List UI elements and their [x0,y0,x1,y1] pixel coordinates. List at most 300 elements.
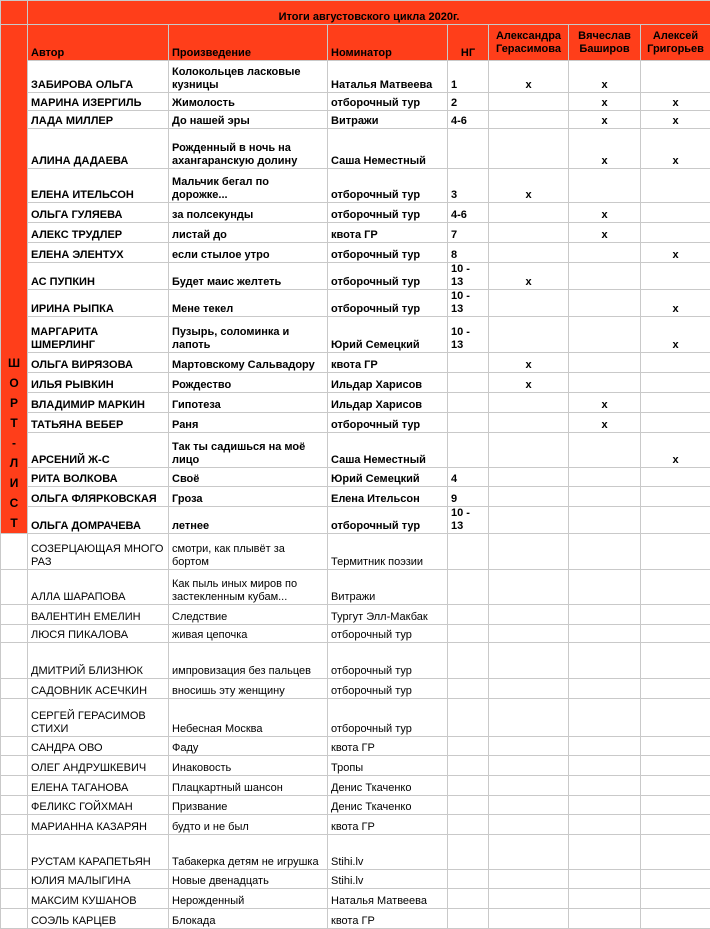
judge-3-mark [641,570,710,605]
author-cell: ЕЛЕНА ИТЕЛЬСОН [28,169,169,203]
nominator-cell: Наталья Матвеева [328,61,448,93]
judge-2-mark [569,756,641,776]
author-cell: СЕРГЕЙ ГЕРАСИМОВ СТИХИ [28,699,169,737]
work-cell: Раня [169,413,328,433]
short-list-row [1,393,710,413]
short-list-row [1,243,710,263]
header-judge-3: Алексей Григорьев [641,25,710,61]
judge-3-mark [641,487,710,507]
judge-1-mark [489,129,569,169]
judge-1-mark: x [489,61,569,93]
ng-cell [448,643,489,679]
author-cell: ОЛЕГ АНДРУШКЕВИЧ [28,756,169,776]
ng-cell: 4 [448,468,489,487]
author-cell: ОЛЬГА ДОМРАЧЕВА [28,507,169,534]
judge-3-mark: x [641,433,710,468]
judge-3-mark: x [641,290,710,317]
long-list-row [1,909,710,929]
judge-2-mark [569,835,641,870]
judge-3-mark [641,169,710,203]
judge-3-mark: x [641,317,710,353]
nominator-cell: отборочный тур [328,263,448,290]
author-cell: ФЕЛИКС ГОЙХМАН [28,796,169,815]
header-judge-2: Вячеслав Баширов [569,25,641,61]
nominator-cell: Наталья Матвеева [328,889,448,909]
judge-3-mark [641,756,710,776]
nominator-cell: отборочный тур [328,290,448,317]
nominator-cell: отборочный тур [328,203,448,223]
author-cell: САДОВНИК АСЕЧКИН [28,679,169,699]
author-cell: ТАТЬЯНА ВЕБЕР [28,413,169,433]
long-list-row [1,776,710,796]
judge-1-mark: x [489,353,569,373]
side-label-letter: Р [4,393,24,413]
work-cell: Мальчик бегал по дорожке... [169,169,328,203]
judge-2-mark [569,353,641,373]
judge-3-mark [641,835,710,870]
header-author: Автор [28,25,169,61]
work-cell: Фаду [169,737,328,756]
ng-cell [448,353,489,373]
nominator-cell: квота ГР [328,909,448,929]
nominator-cell: Юрий Семецкий [328,468,448,487]
header-ng: НГ [448,25,489,61]
judge-3-mark [641,373,710,393]
judge-2-mark [569,605,641,625]
ng-cell [448,679,489,699]
nominator-cell: Витражи [328,111,448,129]
ng-cell: 4-6 [448,203,489,223]
judge-3-mark [641,223,710,243]
judge-2-mark [569,796,641,815]
ng-cell [448,433,489,468]
judge-2-mark [569,870,641,889]
work-cell: за полсекунды [169,203,328,223]
ng-cell: 4-6 [448,111,489,129]
work-cell: смотри, как плывёт за бортом [169,534,328,570]
nominator-cell: Саша Неместный [328,129,448,169]
nominator-cell: Stihi.lv [328,870,448,889]
judge-3-mark [641,699,710,737]
judge-1-mark [489,643,569,679]
judge-1-mark [489,290,569,317]
work-cell: Табакерка детям не игрушка [169,835,328,870]
judge-2-mark [569,625,641,643]
ng-cell: 10 - 13 [448,290,489,317]
ng-cell [448,756,489,776]
author-cell: ОЛЬГА ФЛЯРКОВСКАЯ [28,487,169,507]
long-list-row [1,737,710,756]
work-cell: Колокольцев ласковые кузницы [169,61,328,93]
side-label-letter: - [4,433,24,453]
ng-cell [448,393,489,413]
judge-1-mark [489,393,569,413]
judge-2-mark [569,699,641,737]
work-cell: Нерожденный [169,889,328,909]
judge-1-mark [489,815,569,835]
judge-2-mark [569,534,641,570]
short-list-row [1,111,710,129]
header-row [1,25,710,61]
ng-cell [448,889,489,909]
nominator-cell: Юрий Семецкий [328,317,448,353]
nominator-cell: отборочный тур [328,643,448,679]
judge-1-mark [489,433,569,468]
side-label-letter: Л [4,453,24,473]
judge-3-mark [641,870,710,889]
nominator-cell: Елена Ительсон [328,487,448,507]
row-gutter-cell [1,605,28,625]
nominator-cell: квота ГР [328,353,448,373]
judge-1-mark [489,756,569,776]
judge-3-mark [641,413,710,433]
side-label-letter: Т [4,413,24,433]
work-cell: Инаковость [169,756,328,776]
author-cell: РУСТАМ КАРАПЕТЬЯН [28,835,169,870]
judge-2-mark [569,243,641,263]
judge-3-mark [641,534,710,570]
short-list-row [1,353,710,373]
author-cell: ЗАБИРОВА ОЛЬГА [28,61,169,93]
judge-1-mark [489,889,569,909]
long-list-row [1,889,710,909]
short-list-row [1,468,710,487]
judge-3-mark [641,507,710,534]
row-gutter-cell [1,737,28,756]
judge-3-mark [641,776,710,796]
judge-1-mark: x [489,169,569,203]
header-judge-1: Александра Герасимова [489,25,569,61]
author-cell: ЛАДА МИЛЛЕР [28,111,169,129]
judge-3-mark [641,203,710,223]
short-list-row [1,507,710,534]
row-gutter-cell [1,835,28,870]
work-cell: вносишь эту женщину [169,679,328,699]
author-cell: ВЛАДИМИР МАРКИН [28,393,169,413]
work-cell: Рождество [169,373,328,393]
judge-2-mark [569,290,641,317]
judge-2-mark [569,570,641,605]
judge-1-mark [489,468,569,487]
side-label-letters [4,283,24,533]
judge-2-mark [569,643,641,679]
judge-2-mark [569,909,641,929]
judge-1-mark [489,737,569,756]
judge-1-mark [489,243,569,263]
work-cell: Так ты садишься на моё лицо [169,433,328,468]
judge-2-mark [569,507,641,534]
ng-cell [448,373,489,393]
work-cell: Пузырь, соломинка и лапоть [169,317,328,353]
short-list-row [1,223,710,243]
judge-1-mark [489,835,569,870]
judge-1-mark [489,111,569,129]
author-cell: САНДРА ОВО [28,737,169,756]
author-cell: ВАЛЕНТИН ЕМЕЛИН [28,605,169,625]
row-gutter-cell [1,815,28,835]
table-body [1,1,710,929]
judge-2-mark: x [569,393,641,413]
author-cell: СОЗЕРЦАЮЩАЯ МНОГО РАЗ [28,534,169,570]
work-cell: Блокада [169,909,328,929]
judge-1-mark [489,413,569,433]
judge-2-mark: x [569,61,641,93]
judge-1-mark [489,796,569,815]
nominator-cell: Денис Ткаченко [328,796,448,815]
row-gutter-cell [1,796,28,815]
author-cell: АЛЕКС ТРУДЛЕР [28,223,169,243]
author-cell: ЮЛИЯ МАЛЫГИНА [28,870,169,889]
nominator-cell: квота ГР [328,815,448,835]
long-list-row [1,796,710,815]
ng-cell: 2 [448,93,489,111]
work-cell: Как пыль иных миров по застекленным кубам... [169,570,328,605]
side-label-letter: О [4,373,24,393]
long-list-row [1,643,710,679]
judge-1-mark: x [489,263,569,290]
ng-cell [448,534,489,570]
long-list-row [1,679,710,699]
side-label-letter: Т [4,513,24,533]
short-list-row [1,290,710,317]
judge-1-mark [489,223,569,243]
ng-cell: 10 - 13 [448,263,489,290]
nominator-cell: Тургут Элл-Макбак [328,605,448,625]
author-cell: АС ПУПКИН [28,263,169,290]
work-cell: Призвание [169,796,328,815]
judge-2-mark [569,815,641,835]
short-list-row [1,263,710,290]
judge-2-mark: x [569,223,641,243]
judge-2-mark [569,468,641,487]
work-cell: Жимолость [169,93,328,111]
short-list-row [1,317,710,353]
ng-cell [448,413,489,433]
title-row [1,1,710,25]
judge-2-mark [569,373,641,393]
row-gutter-cell [1,889,28,909]
judge-2-mark: x [569,203,641,223]
header-work: Произведение [169,25,328,61]
nominator-cell: Саша Неместный [328,433,448,468]
nominator-cell: отборочный тур [328,413,448,433]
judge-3-mark [641,815,710,835]
ng-cell [448,699,489,737]
side-label-letter: Ш [4,353,24,373]
ng-cell [448,815,489,835]
ng-cell [448,625,489,643]
side-label-letter: И [4,473,24,493]
author-cell: МАКСИМ КУШАНОВ [28,889,169,909]
long-list-row [1,605,710,625]
judge-2-mark [569,263,641,290]
judge-1-mark [489,605,569,625]
work-cell: будто и не был [169,815,328,835]
author-cell: МАРИНА ИЗЕРГИЛЬ [28,93,169,111]
long-list-row [1,815,710,835]
long-list-row [1,870,710,889]
author-cell: АЛЛА ШАРАПОВА [28,570,169,605]
nominator-cell: отборочный тур [328,699,448,737]
ng-cell [448,870,489,889]
ng-cell [448,909,489,929]
row-gutter-cell [1,570,28,605]
judge-3-mark: x [641,129,710,169]
table-title: Итоги августовского цикла 2020г. [28,1,710,25]
author-cell: АРСЕНИЙ Ж-С [28,433,169,468]
work-cell: До нашей эры [169,111,328,129]
ng-cell: 1 [448,61,489,93]
author-cell: СОЭЛЬ КАРЦЕВ [28,909,169,929]
long-list-row [1,756,710,776]
title-left-fill [1,1,28,25]
judge-1-mark: x [489,373,569,393]
judge-3-mark [641,643,710,679]
judge-2-mark [569,433,641,468]
ng-cell [448,605,489,625]
author-cell: МАРГАРИТА ШМЕРЛИНГ [28,317,169,353]
ng-cell: 7 [448,223,489,243]
ng-cell: 8 [448,243,489,263]
judge-1-mark [489,317,569,353]
judge-3-mark [641,625,710,643]
judge-1-mark [489,534,569,570]
judge-1-mark [489,203,569,223]
author-cell: ЛЮСЯ ПИКАЛОВА [28,625,169,643]
work-cell: импровизация без пальцев [169,643,328,679]
row-gutter-cell [1,534,28,570]
author-cell: МАРИАННА КАЗАРЯН [28,815,169,835]
ng-cell: 10 - 13 [448,507,489,534]
nominator-cell: Ильдар Харисов [328,393,448,413]
nominator-cell: отборочный тур [328,169,448,203]
judge-2-mark [569,776,641,796]
judge-3-mark: x [641,243,710,263]
nominator-cell: отборочный тур [328,243,448,263]
nominator-cell: отборочный тур [328,93,448,111]
work-cell: если стылое утро [169,243,328,263]
work-cell: листай до [169,223,328,243]
judge-1-mark [489,699,569,737]
short-list-row [1,169,710,203]
header-nominator: Номинатор [328,25,448,61]
author-cell: ИЛЬЯ РЫВКИН [28,373,169,393]
ng-cell: 9 [448,487,489,507]
nominator-cell: Ильдар Харисов [328,373,448,393]
nominator-cell: квота ГР [328,737,448,756]
work-cell: живая цепочка [169,625,328,643]
nominator-cell: отборочный тур [328,507,448,534]
row-gutter-cell [1,870,28,889]
long-list-row [1,625,710,643]
judge-2-mark: x [569,129,641,169]
short-list-row [1,129,710,169]
side-label-letter: С [4,493,24,513]
work-cell: Небесная Москва [169,699,328,737]
work-cell: Новые двенадцать [169,870,328,889]
work-cell: Гроза [169,487,328,507]
judge-3-mark [641,889,710,909]
judge-3-mark [641,605,710,625]
work-cell: Мене текел [169,290,328,317]
ng-cell [448,737,489,756]
nominator-cell: Термитник поэзии [328,534,448,570]
short-list-row [1,61,710,93]
judge-3-mark [641,796,710,815]
ng-cell [448,835,489,870]
ng-cell [448,129,489,169]
work-cell: Гипотеза [169,393,328,413]
author-cell: ЕЛЕНА ЭЛЕНТУХ [28,243,169,263]
judge-1-mark [489,679,569,699]
judge-1-mark [489,625,569,643]
ng-cell [448,776,489,796]
nominator-cell: Stihi.lv [328,835,448,870]
author-cell: ИРИНА РЫПКА [28,290,169,317]
judge-1-mark [489,93,569,111]
judge-1-mark [489,487,569,507]
work-cell: Мартовскому Сальвадору [169,353,328,373]
judge-2-mark [569,169,641,203]
judge-2-mark [569,317,641,353]
judge-3-mark: x [641,93,710,111]
row-gutter-cell [1,679,28,699]
judge-2-mark [569,679,641,699]
author-cell: ОЛЬГА ВИРЯЗОВА [28,353,169,373]
work-cell: Плацкартный шансон [169,776,328,796]
row-gutter-cell [1,776,28,796]
row-gutter-cell [1,625,28,643]
short-list-side-label [1,25,28,534]
ng-cell [448,570,489,605]
short-list-row [1,487,710,507]
long-list-row [1,835,710,870]
row-gutter-cell [1,756,28,776]
judge-1-mark [489,776,569,796]
long-list-row [1,570,710,605]
author-cell: ОЛЬГА ГУЛЯЕВА [28,203,169,223]
work-cell: Следствие [169,605,328,625]
judge-3-mark [641,61,710,93]
work-cell: Своё [169,468,328,487]
ng-cell: 10 - 13 [448,317,489,353]
nominator-cell: Витражи [328,570,448,605]
short-list-row [1,93,710,111]
long-list-row [1,534,710,570]
judge-1-mark [489,909,569,929]
nominator-cell: Денис Ткаченко [328,776,448,796]
judge-3-mark [641,679,710,699]
judge-2-mark: x [569,413,641,433]
judge-3-mark [641,737,710,756]
author-cell: ЕЛЕНА ТАГАНОВА [28,776,169,796]
author-cell: АЛИНА ДАДАЕВА [28,129,169,169]
ng-cell [448,796,489,815]
author-cell: РИТА ВОЛКОВА [28,468,169,487]
short-list-row [1,413,710,433]
row-gutter-cell [1,643,28,679]
judge-2-mark: x [569,93,641,111]
nominator-cell: Тропы [328,756,448,776]
judge-3-mark [641,393,710,413]
judge-3-mark [641,353,710,373]
judge-2-mark [569,737,641,756]
nominator-cell: отборочный тур [328,625,448,643]
nominator-cell: квота ГР [328,223,448,243]
judge-2-mark [569,487,641,507]
judge-3-mark: x [641,111,710,129]
judge-3-mark [641,468,710,487]
